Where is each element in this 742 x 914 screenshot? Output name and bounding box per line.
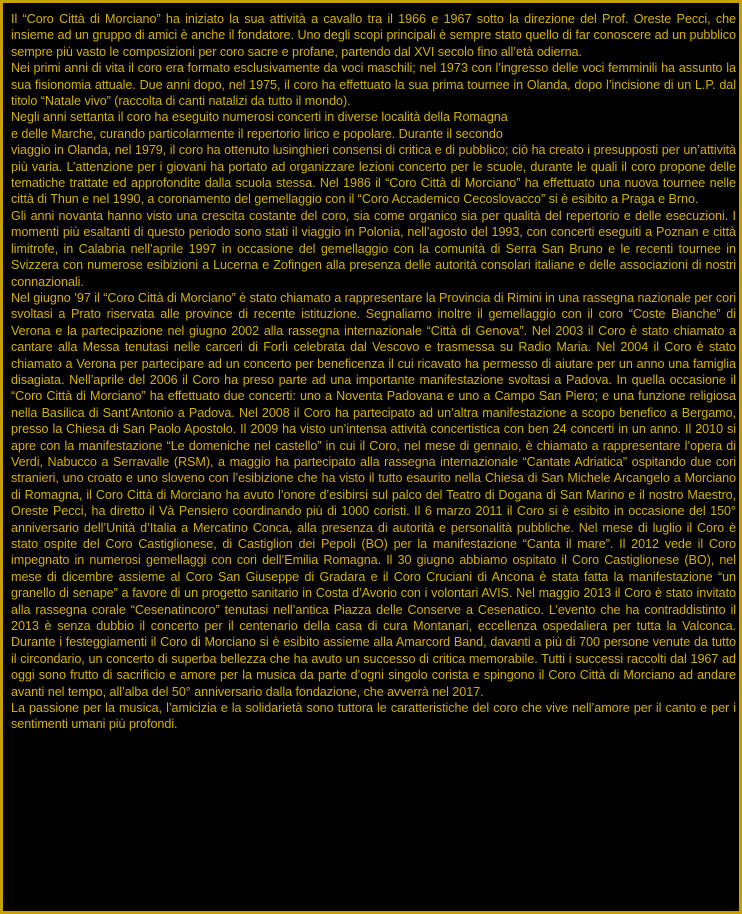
paragraph-second-trip: viaggio in Olanda, nel 1979, il coro ha ottenuto lusinghieri consensi di critica e di pubblico; ciò ha creato i presupposti per un’attività più varia. L’attenzione per i giovani ha portato ad organizzare lezioni concerto per le scuole, durante le quali il coro propone delle tematiche trattate ed approfondite dalla scuola stessa. Nel 1986 il “Coro Città di Morciano” ha effettuato una nuova tournee nelle città di Thun e nel 1990, a coronamento del gemellaggio con il “Coro Accademico Cecoslovacco” si è esibito a Praga e Brno. [11, 143, 736, 207]
paragraph-seventies-line-1: Negli anni settanta il coro ha eseguito numerosi concerti in diverse località della Romagna [11, 110, 508, 125]
paragraph-nineties: Gli anni novanta hanno visto una crescita costante del coro, sia come organico sia per qualità del repertorio e delle esecuzioni. I momenti più esaltanti di questo periodo sono stati il viaggio in Polonia, nell’agosto del 1993, con concerti eseguiti a Poznan e città limitrofe, in Calabria nell’aprile 1997 in occasione del gemellaggio con la comunità di Serra San Bruno e le recenti tournee in Svizzera con numerose esibizioni a Lucerna e Zofingen alla presenza delle autorità consolari italiane e delle associazioni di nostri connazionali. [11, 208, 736, 289]
paragraph-early-years: Nei primi anni di vita il coro era formato esclusivamente da voci maschili; nel 1973 con l’ingresso delle voci femminili ha assunto la sua fisionomia attuale. Due anni dopo, nel 1975, il coro ha effettuato la sua prima tournee in Olanda, dopo l’incisione di un L.P. dal titolo “Natale vivo” (raccolta di canti natalizi da tutto il mondo). [11, 61, 736, 109]
paragraph-seventies-line-2: e delle Marche, curando particolarmente il repertorio lirico e popolare. Durante il secondo [11, 126, 503, 141]
paragraph-closing: La passione per la musica, l’amicizia e la solidarietà sono tuttora le caratteristiche del coro che vive nell’amore per il canto e per i sentimenti umani più profondi. [11, 701, 736, 732]
paragraph-recent-years: Nel giugno ’97 il “Coro Città di Morciano” è stato chiamato a rappresentare la Provincia di Rimini in una rassegna nazionale per cori svoltasi a Prato riservata alle province di recente istituzione. Segnaliamo inoltre il gemellaggio con il coro “Coste Bianche” di Verona e la partecipazione nel giugno 2002 alla rassegna internazionale “Città di Genova”. Nel 2003 il Coro è stato chiamato a cantare alla Messa tenutasi nelle carceri di Forlì celebrata dal Vescovo e trasmessa su Radio Maria. Nel 2004 il Coro è stato chiamato a Verona per partecipare ad un concerto per beneficenza il cui ricavato ha permesso di aiutare per un anno una famiglia disagiata. Nell’aprile del 2006 il Coro ha preso parte ad una importante manifestazione svoltasi a Padova. In quella occasione il “Coro Città di Morciano” ha effettuato due concerti: uno a Noventa Padovana e uno a Campo San Piero; e una funzione religiosa nella Basilica di Sant’Antonio a Padova. Nel 2008 il Coro ha partecipato ad un’altra manifestazione a scopo benefico a Bergamo, presso la Chiesa di San Paolo Apostolo. Il 2009 ha visto un’intensa attività concertistica con ben 24 concerti in un anno. Il 2010 si apre con la manifestazione “Le domeniche nel castello” in cui il Coro, nel mese di gennaio, è chiamato a rappresentare l’opera di Verdi, Nabucco a Serravalle (RSM), a maggio ha partecipato alla rassegna internazionale “Cantate Adriatica” ospitando due cori stranieri, uno croato e uno sloveno con l’esibizione che ha visto il tutto esaurito nella Chiesa di San Michele Arcangelo a Morciano di Romagna, il Coro Città di Morciano ha avuto l’onore d’esibirsi sul palco del Teatro di Dogana di San Marino e il nostro Maestro, Oreste Pecci, ha diretto il Và Pensiero coordinando più di 1000 coristi. Il 6 marzo 2011 il Coro si è esibito in occasione del 150° anniversario dell’Unità d’Italia a Mercatino Conca, alla presenza di autorità e personalità pubbliche. Nel mese di luglio il Coro è stato ospite del Coro Castiglionese, di Castiglion dei Pepoli (BO) per la manifestazione “Canta il mare”. Il 2012 vede il Coro impegnato in numerosi gemellaggi con cori dell’Emilia Romagna. Il 30 giugno abbiamo ospitato il Coro Castiglionese (BO), nel mese di dicembre assieme al Coro San Giuseppe di Gradara e il Coro Cruciani di Ancona è stata fatta la manifestazione “un granello di senape” a favore di un progetto sanitario in Costa d’Avorio con i volontari AVIS. Nel maggio 2013 il Coro è stato invitato alla rassegna corale “Cesenatincoro” tenutasi nell’antica Piazza delle Conserve a Cesenatico. L’evento che ha contraddistinto il 2013 è senza dubbio il concerto per il centenario della casa di cura Montanari, eccellenza ospedaliera per tutta la Valconca. Durante i festeggiamenti il Coro di Morciano si è esibito assieme alla Amarcord Band, davanti a più di 700 persone venute da tutto il circondario, un concerto di superba bellezza che ha avuto un successo di critica memorabile. Tutti i successi raccolti dal 1967 ad oggi sono frutto di sacrificio e amore per la musica da parte d’ogni singolo corista e spingono il Coro Città di Morciano ad andare avanti nel tempo, all’alba del 50° anniversario dalla fondazione, che avverrà nel 2017. [11, 290, 736, 699]
paragraph-founding: Il “Coro Città di Morciano” ha iniziato la sua attività a cavallo tra il 1966 e 1967 sotto la direzione del Prof. Oreste Pecci, che insieme ad un gruppo di amici è anche il fondatore. Uno degli scopi principali è sempre stato quello di far conoscere ad un pubblico sempre più vasto le composizioni per coro sacre e profane, partendo dal XVI secolo fino all’età odierna. [11, 12, 736, 59]
history-text [11, 11, 736, 733]
